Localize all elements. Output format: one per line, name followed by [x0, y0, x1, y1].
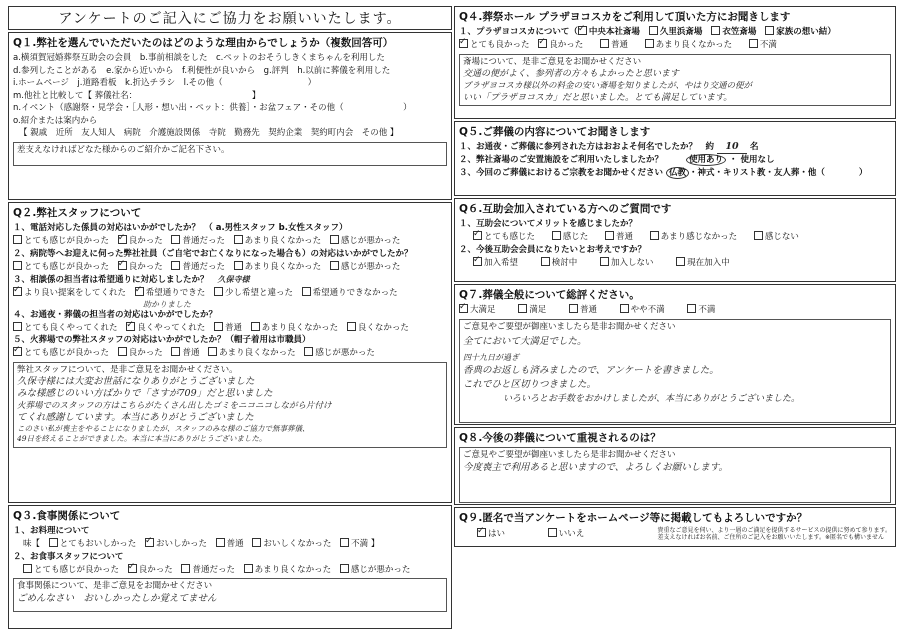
q7-comment-line: これでひと区切りつきました。 — [463, 379, 597, 390]
option-label: 良かった — [128, 236, 163, 246]
q1-title: Q１.弊社を選んでいただいたのはどのような理由からでしょうか（複数回答可） — [13, 37, 394, 49]
q1-section — [8, 32, 452, 200]
checkbox[interactable] — [251, 322, 260, 331]
option-label: 普通 — [226, 539, 244, 549]
q5-s1-unit: 名 — [749, 142, 759, 152]
q2-s5-options — [13, 347, 447, 360]
hall-label: 中央本社斎場 — [588, 27, 640, 37]
q2-comment-line: このさい私が喪主をやることになりましたが、スタッフのみな様のご協力で無事葬儀、 — [17, 424, 310, 433]
option-label: おいしくなかった — [263, 539, 332, 549]
checkbox[interactable] — [541, 257, 550, 266]
option-label: あまり良くなかった — [219, 348, 296, 358]
q6-s1: １、互助会についてメリットを感じましたか？ — [459, 219, 637, 229]
checkbox[interactable] — [304, 347, 313, 356]
left-column — [8, 6, 452, 629]
q3-s2-options — [13, 564, 447, 577]
option-label: 感じた — [562, 232, 589, 242]
option-label: 満足 — [529, 305, 547, 315]
q7-section — [454, 284, 896, 425]
q5-s1-prefix: １、お通夜・ご葬儀に参列された方はおおよそ何名でしたか？ 約 — [459, 142, 715, 152]
option-label: 希望通りできなかった — [312, 288, 398, 298]
q3-title: Q３.食事関係について — [13, 510, 121, 522]
q4-comment-box[interactable] — [459, 54, 891, 106]
q2-s3-options — [13, 287, 447, 300]
option-label: 良かった — [128, 261, 163, 272]
checkbox[interactable] — [330, 235, 339, 244]
checkbox[interactable] — [711, 26, 720, 35]
q1-row6: o.紹介または案内から — [13, 115, 98, 126]
option-label: 感じが悪かった — [340, 236, 401, 246]
q6-title: Q６.互助会加入されている方へのご質問です — [459, 203, 672, 215]
option-label: あまり良くなかった — [655, 40, 733, 50]
checkbox-checked[interactable] — [118, 235, 127, 244]
option-label[interactable]: 使用なし — [740, 155, 775, 165]
checkbox[interactable] — [244, 564, 253, 573]
q2-s4: ４、お通夜・葬儀の担当者の対応はいかがでしたか？ — [13, 309, 218, 320]
q5-section — [454, 121, 896, 196]
checkbox[interactable] — [302, 287, 311, 296]
option-label: 感じが悪かった — [340, 261, 401, 272]
q5-s3-row — [459, 167, 891, 180]
q7-options — [459, 304, 891, 317]
option-label: 良かった — [138, 564, 173, 575]
q1-row3: i.ホームページ j.道路看板 k.折込チラシ l.その他（ ） — [13, 78, 317, 88]
checkbox[interactable] — [347, 322, 356, 331]
q9-fine-line: 差支えなければお名前、ご住所のご記入をお願いいたします。※匿名でも構いません — [657, 534, 885, 541]
page-title: アンケートのご記入にご協力をお願いいたします。 — [8, 6, 452, 30]
option-label: とても感じが良かった — [24, 261, 110, 272]
q8-section — [454, 427, 896, 505]
option-label: 良かった — [128, 348, 163, 358]
checkbox-checked[interactable] — [126, 322, 135, 331]
option-label: 少し希望と違った — [224, 288, 293, 298]
option-label: 感じない — [764, 232, 799, 242]
option-label: 普通だった — [182, 261, 225, 272]
checkbox[interactable] — [765, 26, 774, 35]
checkbox-checked[interactable] — [118, 261, 127, 270]
q2-comment-line: 49日を終えることができました。本当に本当にありがとうございました。 — [17, 434, 267, 443]
checkbox-checked[interactable] — [473, 231, 482, 240]
option-label: あまり良くなかった — [261, 322, 339, 333]
q1-note: 差支えなければどなた様からのご紹介かご記名下さい。 — [17, 144, 230, 155]
option-label: あまり良くなかった — [254, 564, 332, 575]
q4-s1-row — [459, 26, 891, 39]
checkbox[interactable] — [171, 235, 180, 244]
option-label[interactable]: ・神式・キリスト教・友人葬・他（ ） — [689, 168, 868, 178]
checkbox-checked[interactable] — [128, 564, 137, 573]
q4-title: Q４.葬祭ホール プラザヨコスカをご利用して頂いた方にお聞きします — [459, 11, 791, 23]
checkbox-checked[interactable] — [135, 287, 144, 296]
option-label: 良くなかった — [357, 322, 409, 333]
option-label: いいえ — [558, 528, 585, 539]
q2-s2-options — [13, 261, 447, 274]
option-selected[interactable]: 使用あり — [686, 154, 726, 166]
option-label: 不満 — [759, 40, 777, 50]
checkbox[interactable] — [118, 347, 127, 356]
q1-row5: n.イベント（感謝祭・見学会・［人形・想い出・ペット：供養］・お盆フェア・その他（ ） — [13, 103, 412, 113]
option-label: あまり良くなかった — [244, 261, 322, 272]
checkbox-checked[interactable] — [473, 257, 482, 266]
option-prefix: 味【 — [23, 539, 41, 549]
checkbox[interactable] — [208, 347, 217, 356]
checkbox[interactable] — [754, 231, 763, 240]
q4-comment-line: プラザヨコスカ様以外の料金の安い斎場を知りましたが、やはり交通の便が — [463, 81, 753, 91]
q9-fine-line: 貴重なご意見を伺い、より一層のご満足を提供するサービスの提供に努めて参ります。 — [657, 527, 891, 534]
q6-section — [454, 198, 896, 282]
checkbox[interactable] — [234, 261, 243, 270]
q2-s3: ３、相談係の担当者は希望通りに対応しましたか？ — [13, 275, 209, 285]
q2-comment-line: てくれ感謝しています。本当にありがとうございました — [17, 412, 254, 423]
option-label: 感じが悪かった — [315, 348, 375, 358]
q4-comment-line: 交通の便がよく、参列者の方々もよかったと思います — [463, 69, 679, 79]
option-label: とても感じが良かった — [24, 348, 110, 358]
q8-comment-line: 今度喪主で利用あると思いますので、よろしくお願いします。 — [463, 461, 729, 473]
option-suffix: 】 — [370, 539, 380, 549]
option-label: とても良かった — [470, 40, 530, 50]
q6-s1-options — [459, 231, 891, 244]
checkbox[interactable] — [620, 304, 629, 313]
checkbox[interactable] — [676, 257, 685, 266]
checkbox-checked[interactable] — [578, 26, 587, 35]
checkbox[interactable] — [600, 257, 609, 266]
q2-title: Q２.弊社スタッフについて — [13, 207, 142, 219]
option-label: 普通 — [224, 322, 242, 333]
option-label: あまり良くなかった — [244, 236, 322, 246]
option-label: 不満 — [698, 305, 716, 315]
checkbox[interactable] — [330, 261, 339, 270]
q2-s2: ２、病院等へお迎えに伺った弊社社員（ご自宅でお亡くなりになった場合も）の対応はいかがでしたか？ — [13, 248, 413, 259]
q5-title: Q５.ご葬儀の内容についてお聞きします — [459, 126, 651, 138]
right-column — [454, 6, 896, 547]
q9-fine-print — [657, 527, 891, 541]
q1-row4: m.他社と比較して【 葬儀社名： 】 — [13, 90, 261, 101]
q7-comment-line: 四十九日が過ぎ — [463, 353, 519, 362]
q1-row2: d.参列したことがある e.家から近いから f.利便性が良いから g.評判 h.以前に葬儀を利用した — [13, 65, 391, 76]
option-label: やや不満 — [630, 305, 665, 315]
checkbox[interactable] — [214, 322, 223, 331]
checkbox[interactable] — [214, 287, 223, 296]
option-label: 普通だった — [182, 236, 225, 246]
checkbox[interactable] — [552, 231, 561, 240]
option-label: 普通 — [579, 305, 597, 315]
option-label: あまり感じなかった — [660, 232, 738, 242]
checkbox-checked[interactable] — [538, 39, 547, 48]
q1-note-box — [13, 142, 447, 166]
q3-s1-options — [13, 538, 447, 551]
q4-s1-suffix: ） — [827, 27, 836, 37]
q2-comment-label: 弊社スタッフについて、是非ご意見をお聞かせください。 — [17, 364, 238, 375]
checkbox-checked[interactable] — [13, 287, 22, 296]
q7-comment-label: ご意見やご要望が御座いましたら是非お聞かせください — [463, 321, 676, 332]
q2-section — [8, 202, 452, 503]
option-label: 希望通りできた — [145, 288, 206, 298]
q9-title: Q９.匿名で当アンケートをホームページ等に掲載してもよろしいですか？ — [459, 512, 808, 524]
checkbox[interactable] — [13, 235, 22, 244]
q4-comment-line: いい「プラザヨコスカ」だと思いました。とても満足しています。 — [463, 93, 733, 103]
option-label: とても感じが良かった — [24, 236, 110, 246]
checkbox-checked[interactable] — [145, 538, 154, 547]
q2-comment-box[interactable] — [13, 362, 447, 448]
q2-s3-row — [13, 273, 447, 287]
option-label: 加入希望 — [484, 257, 519, 268]
checkbox[interactable] — [645, 39, 654, 48]
q5-s2-prefix: ２、弊社斎場のご安置施設をご利用いたしましたか？ — [459, 155, 664, 165]
q2-s1: １、電話対応した係員の対応はいかがでしたか？ （ a.男性スタッフ b.女性スタッフ） — [13, 223, 348, 233]
q3-section — [8, 505, 452, 629]
option-label: おいしかった — [155, 539, 207, 549]
q9-row — [459, 527, 891, 541]
q2-s3-annotation2: 助かりました — [143, 299, 191, 309]
option-label: 不満 — [351, 539, 369, 549]
option-label: とても良くやってくれた — [24, 322, 118, 333]
option-label: とても感じた — [484, 232, 536, 242]
checkbox[interactable] — [518, 304, 527, 313]
option-separator: ・ — [728, 155, 738, 165]
checkbox-checked[interactable] — [459, 304, 468, 313]
q4-section — [454, 6, 896, 119]
checkbox[interactable] — [548, 528, 557, 537]
checkbox[interactable] — [13, 261, 22, 270]
checkbox[interactable] — [569, 304, 578, 313]
q2-comment-line: みな様感じのいい方ばかりで「さすが709」だと思いました — [17, 388, 273, 399]
checkbox[interactable] — [687, 304, 696, 313]
q3-s1: １、お料理について — [13, 526, 90, 536]
checkbox[interactable] — [340, 564, 349, 573]
checkbox[interactable] — [234, 235, 243, 244]
checkbox-checked[interactable] — [13, 347, 22, 356]
q9-section — [454, 507, 896, 547]
checkbox[interactable] — [23, 564, 32, 573]
q5-s2-row — [459, 154, 891, 167]
q3-s2: ２、お食事スタッフについて — [13, 551, 124, 562]
checkbox[interactable] — [216, 538, 225, 547]
q2-comment-line: 久保寺様には大変お世話になりありがとうございました — [17, 376, 255, 387]
q2-s1-options — [13, 235, 447, 248]
checkbox[interactable] — [181, 564, 190, 573]
hall-label: 久里浜斎場 — [659, 27, 703, 37]
q1-row1: a.横須賀冠婚葬祭互助会の会員 b.事前相談をした c.ペットのおそうしきくまちゃんを利用した — [13, 53, 385, 63]
option-label: 普通だった — [192, 564, 235, 575]
q8-comment-box[interactable] — [459, 447, 891, 503]
checkbox-checked[interactable] — [459, 39, 468, 48]
option-label: 普通 — [610, 40, 628, 50]
checkbox[interactable] — [171, 347, 180, 356]
option-label: 検討中 — [551, 257, 578, 268]
q4-comment-label: 斎場について、是非ご意見をお聞かせください — [463, 56, 642, 67]
checkbox[interactable] — [649, 26, 658, 35]
option-label: 加入しない — [610, 257, 654, 268]
q5-s3-prefix: ３、今回のご葬儀におけるご宗教をお聞かせください — [459, 168, 664, 178]
checkbox[interactable] — [13, 322, 22, 331]
q7-title: Q７.葬儀全般について総評ください。 — [459, 289, 640, 301]
q3-comment-box[interactable] — [13, 578, 447, 612]
option-label: 普通 — [182, 348, 200, 358]
option-label: 普通 — [615, 232, 633, 242]
checkbox[interactable] — [749, 39, 758, 48]
option-label: 良くやってくれた — [137, 322, 206, 333]
checkbox-checked[interactable] — [477, 528, 486, 537]
option-label: とてもおいしかった — [59, 539, 137, 549]
option-label: 良かった — [549, 40, 584, 50]
option-label: より良い提案をしてくれた — [24, 288, 127, 298]
q8-comment-label: ご意見やご要望が御座いましたら是非お聞かせください — [463, 450, 676, 460]
option-label: とても感じが良かった — [34, 564, 120, 575]
q9-options — [459, 528, 584, 541]
option-label: 現在加入中 — [687, 257, 730, 268]
q4-s1-prefix: １、プラザヨコスカについて（ — [459, 27, 578, 37]
q3-comment-line: ごめんなさい おいしかったしか覚えてません — [17, 592, 217, 604]
checkbox[interactable] — [605, 231, 614, 240]
q2-s5: ５、火葬場での弊社スタッフの対応はいかがでしたか？（帽子着用は市職員） — [13, 335, 311, 345]
checkbox[interactable] — [252, 538, 261, 547]
q4-options — [459, 39, 891, 52]
q1-row7: 【 親戚 近所 友人知人 病院 介護施設関係 寺院 勤務先 契約企業 契約町内会 その他 】 — [19, 128, 399, 138]
q6-s2-options — [459, 257, 891, 270]
checkbox[interactable] — [650, 231, 659, 240]
q7-comment-line: 香典のお返しも済みましたので、アンケートを書きました。 — [463, 365, 719, 376]
hall-label: 家族の想い結 — [776, 27, 828, 37]
q7-comment-line: 全てにおいて大満足でした。 — [463, 336, 587, 347]
q6-s2: ２、今後互助会会員になりたいとお考えですか？ — [459, 244, 647, 255]
q2-s3-annotation: 久保寺様 — [217, 274, 250, 284]
option-label: 大満足 — [470, 305, 496, 315]
q3-comment-label: 食事関係について、是非ご意見をお聞かせください — [17, 581, 213, 591]
q2-s4-options — [13, 322, 447, 335]
q5-s1-row — [459, 141, 891, 154]
q7-comment-line: いろいろとお手数をおかけしましたが、本当にありがとうございました。 — [503, 394, 801, 404]
checkbox[interactable] — [340, 538, 349, 547]
checkbox[interactable] — [600, 39, 609, 48]
option-label: はい — [488, 528, 506, 539]
option-label: 感じが悪かった — [350, 564, 411, 575]
option-selected[interactable]: 仏教 — [666, 167, 689, 179]
attendee-count[interactable]: 10 — [717, 141, 747, 154]
q7-comment-box[interactable] — [459, 319, 891, 423]
checkbox[interactable] — [171, 261, 180, 270]
q2-comment-line: 火葬場でのスタッフの方はこちらがたくさん出したゴミをニコニコしながら片付け — [17, 401, 332, 411]
hall-label: 衣笠斎場 — [722, 27, 757, 37]
q8-title: Q８.今後の葬儀について重視されるのは？ — [459, 432, 661, 444]
checkbox[interactable] — [49, 538, 58, 547]
